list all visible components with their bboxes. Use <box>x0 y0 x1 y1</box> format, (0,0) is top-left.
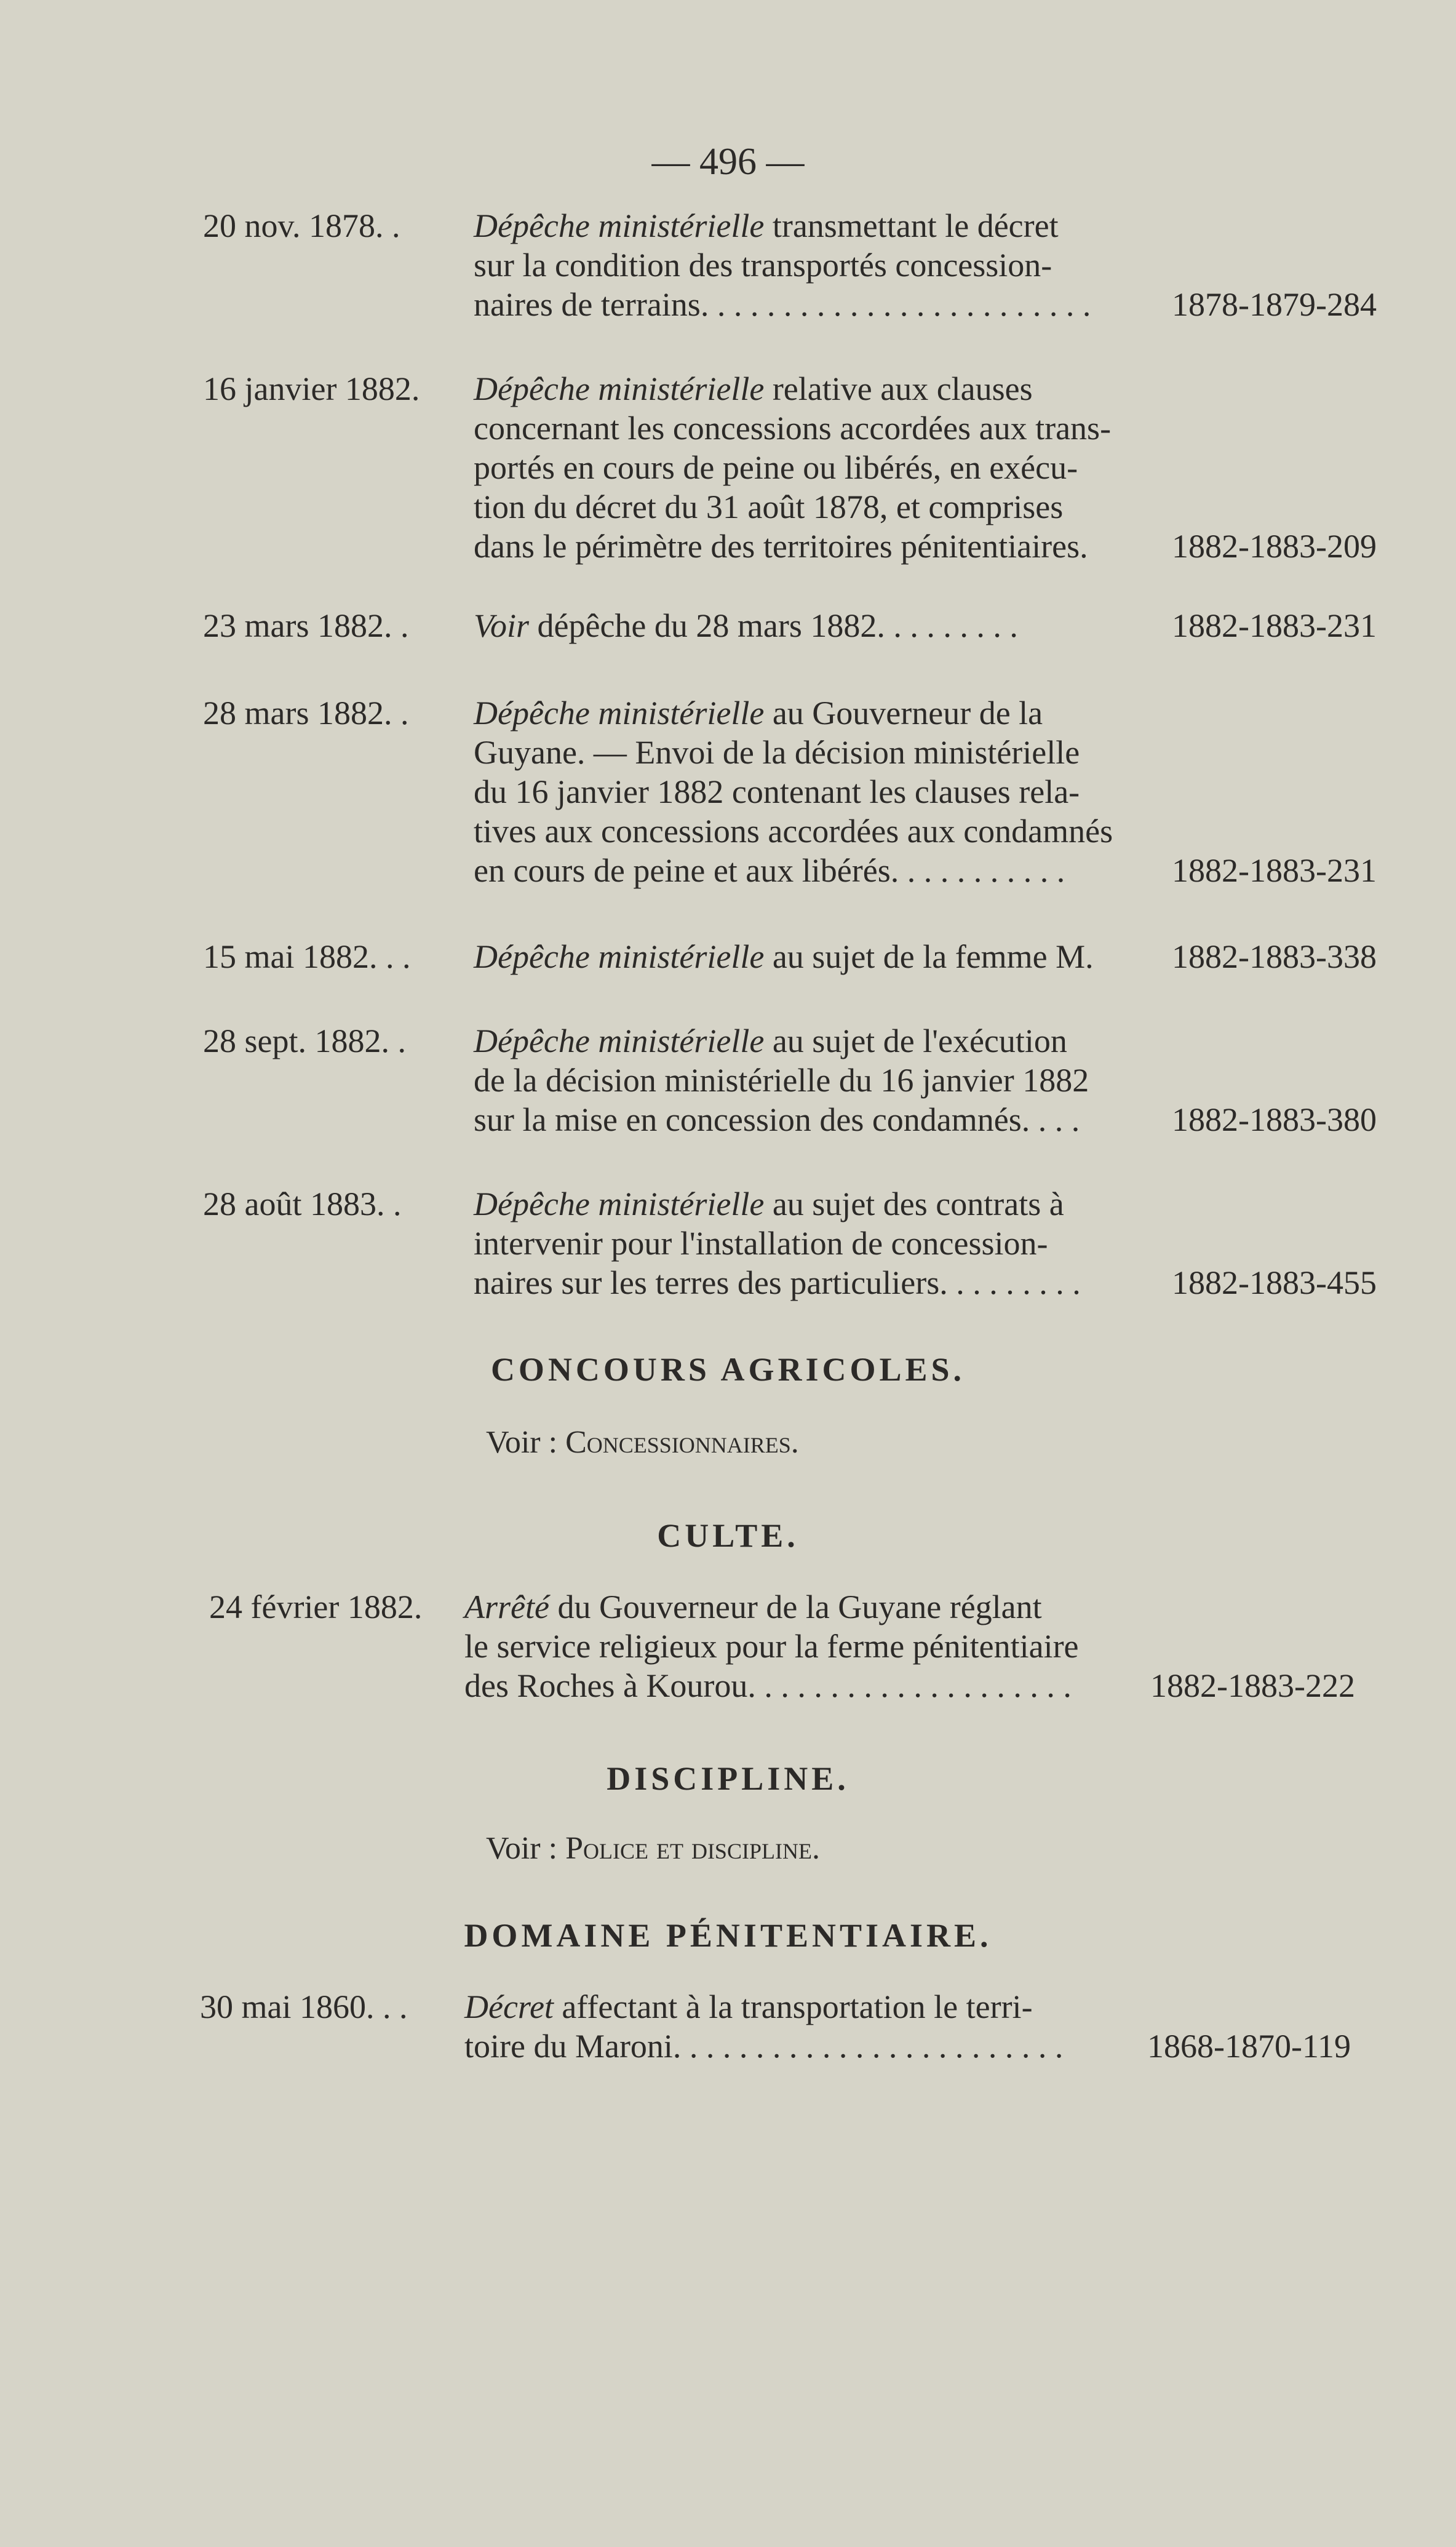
document-type: Dépêche ministérielle <box>474 1022 765 1059</box>
description-line: tives aux concessions accordées aux condamnés <box>474 813 1113 850</box>
document-type: Arrêté <box>464 1588 549 1625</box>
section-heading: DISCIPLINE. <box>607 1760 849 1797</box>
entry-description <box>474 606 1169 645</box>
volume-reference: 1882-1883-380 <box>1172 1101 1377 1138</box>
document-type: Voir <box>474 607 530 644</box>
description-line: dans le périmètre des territoires pénitentiaires. <box>474 528 1088 565</box>
entry-date: 30 mai 1860. . . <box>200 1988 408 2025</box>
description-line: transmettant le décret <box>764 207 1059 244</box>
entry-date: 20 nov. 1878. . <box>203 207 400 244</box>
description-line: naires sur les terres des particuliers. . . . . . . . . <box>474 1264 1081 1301</box>
volume-reference: 1882-1883-231 <box>1172 852 1377 889</box>
document-type: Dépêche ministérielle <box>474 207 765 244</box>
description-line: concernant les concessions accordées aux trans- <box>474 410 1112 447</box>
description-line: des Roches à Kourou. . . . . . . . . . . . . . . . . . . . <box>464 1667 1072 1704</box>
entry-date: 15 mai 1882. . . <box>203 938 411 975</box>
volume-reference: 1882-1883-222 <box>1150 1667 1355 1704</box>
cross-reference-prefix: Voir : <box>486 1831 566 1866</box>
section-heading: CONCOURS AGRICOLES. <box>490 1351 966 1388</box>
cross-reference <box>486 1830 820 1867</box>
cross-reference <box>486 1424 799 1461</box>
entry-description <box>474 206 1169 324</box>
description-line: au sujet des contrats à <box>764 1186 1064 1222</box>
description-line: tion du décret du 31 août 1878, et comprises <box>474 488 1064 525</box>
document-type: Dépêche ministérielle <box>474 938 765 975</box>
entry-date: 24 février 1882. <box>209 1588 423 1625</box>
entry-date: 28 mars 1882. . <box>203 695 409 731</box>
description-line: relative aux clauses <box>764 370 1033 407</box>
description-line: portés en cours de peine ou libérés, en exécu- <box>474 449 1078 486</box>
cross-reference-target: Police et discipline. <box>565 1831 820 1866</box>
description-line: au Gouverneur de la <box>764 695 1043 731</box>
description-line: Guyane. — Envoi de la décision ministérielle <box>474 734 1080 771</box>
entry-description <box>464 1587 1160 1705</box>
document-type: Dépêche ministérielle <box>474 1186 765 1222</box>
description-line: le service religieux pour la ferme pénitentiaire <box>464 1628 1079 1665</box>
document-type: Dépêche ministérielle <box>474 370 765 407</box>
entry-date: 23 mars 1882. . <box>203 607 409 644</box>
entry-date: 16 janvier 1882. <box>203 370 420 407</box>
volume-reference: 1882-1883-338 <box>1172 938 1377 975</box>
description-line: en cours de peine et aux libérés. . . . . . . . . . . <box>474 852 1065 889</box>
description-line: naires de terrains. . . . . . . . . . . . . . . . . . . . . . . . <box>474 286 1091 323</box>
document-type: Dépêche ministérielle <box>474 695 765 731</box>
description-line: affectant à la transportation le terri- <box>553 1988 1033 2025</box>
volume-reference: 1868-1870-119 <box>1147 2028 1351 2065</box>
entry-description <box>474 693 1169 890</box>
description-line: sur la mise en concession des condamnés. . . . <box>474 1101 1080 1138</box>
entry-description <box>474 1021 1169 1139</box>
description-line: au sujet de la femme M. <box>764 938 1094 975</box>
description-line: du Gouverneur de la Guyane réglant <box>549 1588 1042 1625</box>
cross-reference-prefix: Voir : <box>486 1425 566 1460</box>
description-line: de la décision ministérielle du 16 janvier 1882 <box>474 1062 1089 1099</box>
section-heading: DOMAINE PÉNITENTIAIRE. <box>464 1917 992 1954</box>
page-number: — 496 — <box>651 141 805 183</box>
entry-date: 28 sept. 1882. . <box>203 1022 406 1059</box>
entry-description <box>474 1184 1169 1302</box>
volume-reference: 1882-1883-455 <box>1172 1264 1377 1301</box>
cross-reference-target: Concessionnaires. <box>565 1425 799 1460</box>
section-heading: CULTE. <box>657 1517 799 1554</box>
description-line: du 16 janvier 1882 contenant les clauses rela- <box>474 773 1080 810</box>
entry-date: 28 août 1883. . <box>203 1186 402 1222</box>
entry-description <box>474 369 1169 566</box>
description-line: au sujet de l'exécution <box>764 1022 1067 1059</box>
document-type: Décret <box>464 1988 554 2025</box>
volume-reference: 1882-1883-209 <box>1172 528 1377 565</box>
entry-description <box>474 937 1169 976</box>
description-line: intervenir pour l'installation de concession- <box>474 1225 1048 1262</box>
description-line: dépêche du 28 mars 1882. . . . . . . . . <box>529 607 1018 644</box>
entry-description <box>464 1987 1160 2066</box>
description-line: sur la condition des transportés concession- <box>474 247 1052 284</box>
volume-reference: 1882-1883-231 <box>1172 607 1377 644</box>
description-line: toire du Maroni. . . . . . . . . . . . . . . . . . . . . . . . <box>464 2028 1064 2065</box>
volume-reference: 1878-1879-284 <box>1172 286 1377 323</box>
